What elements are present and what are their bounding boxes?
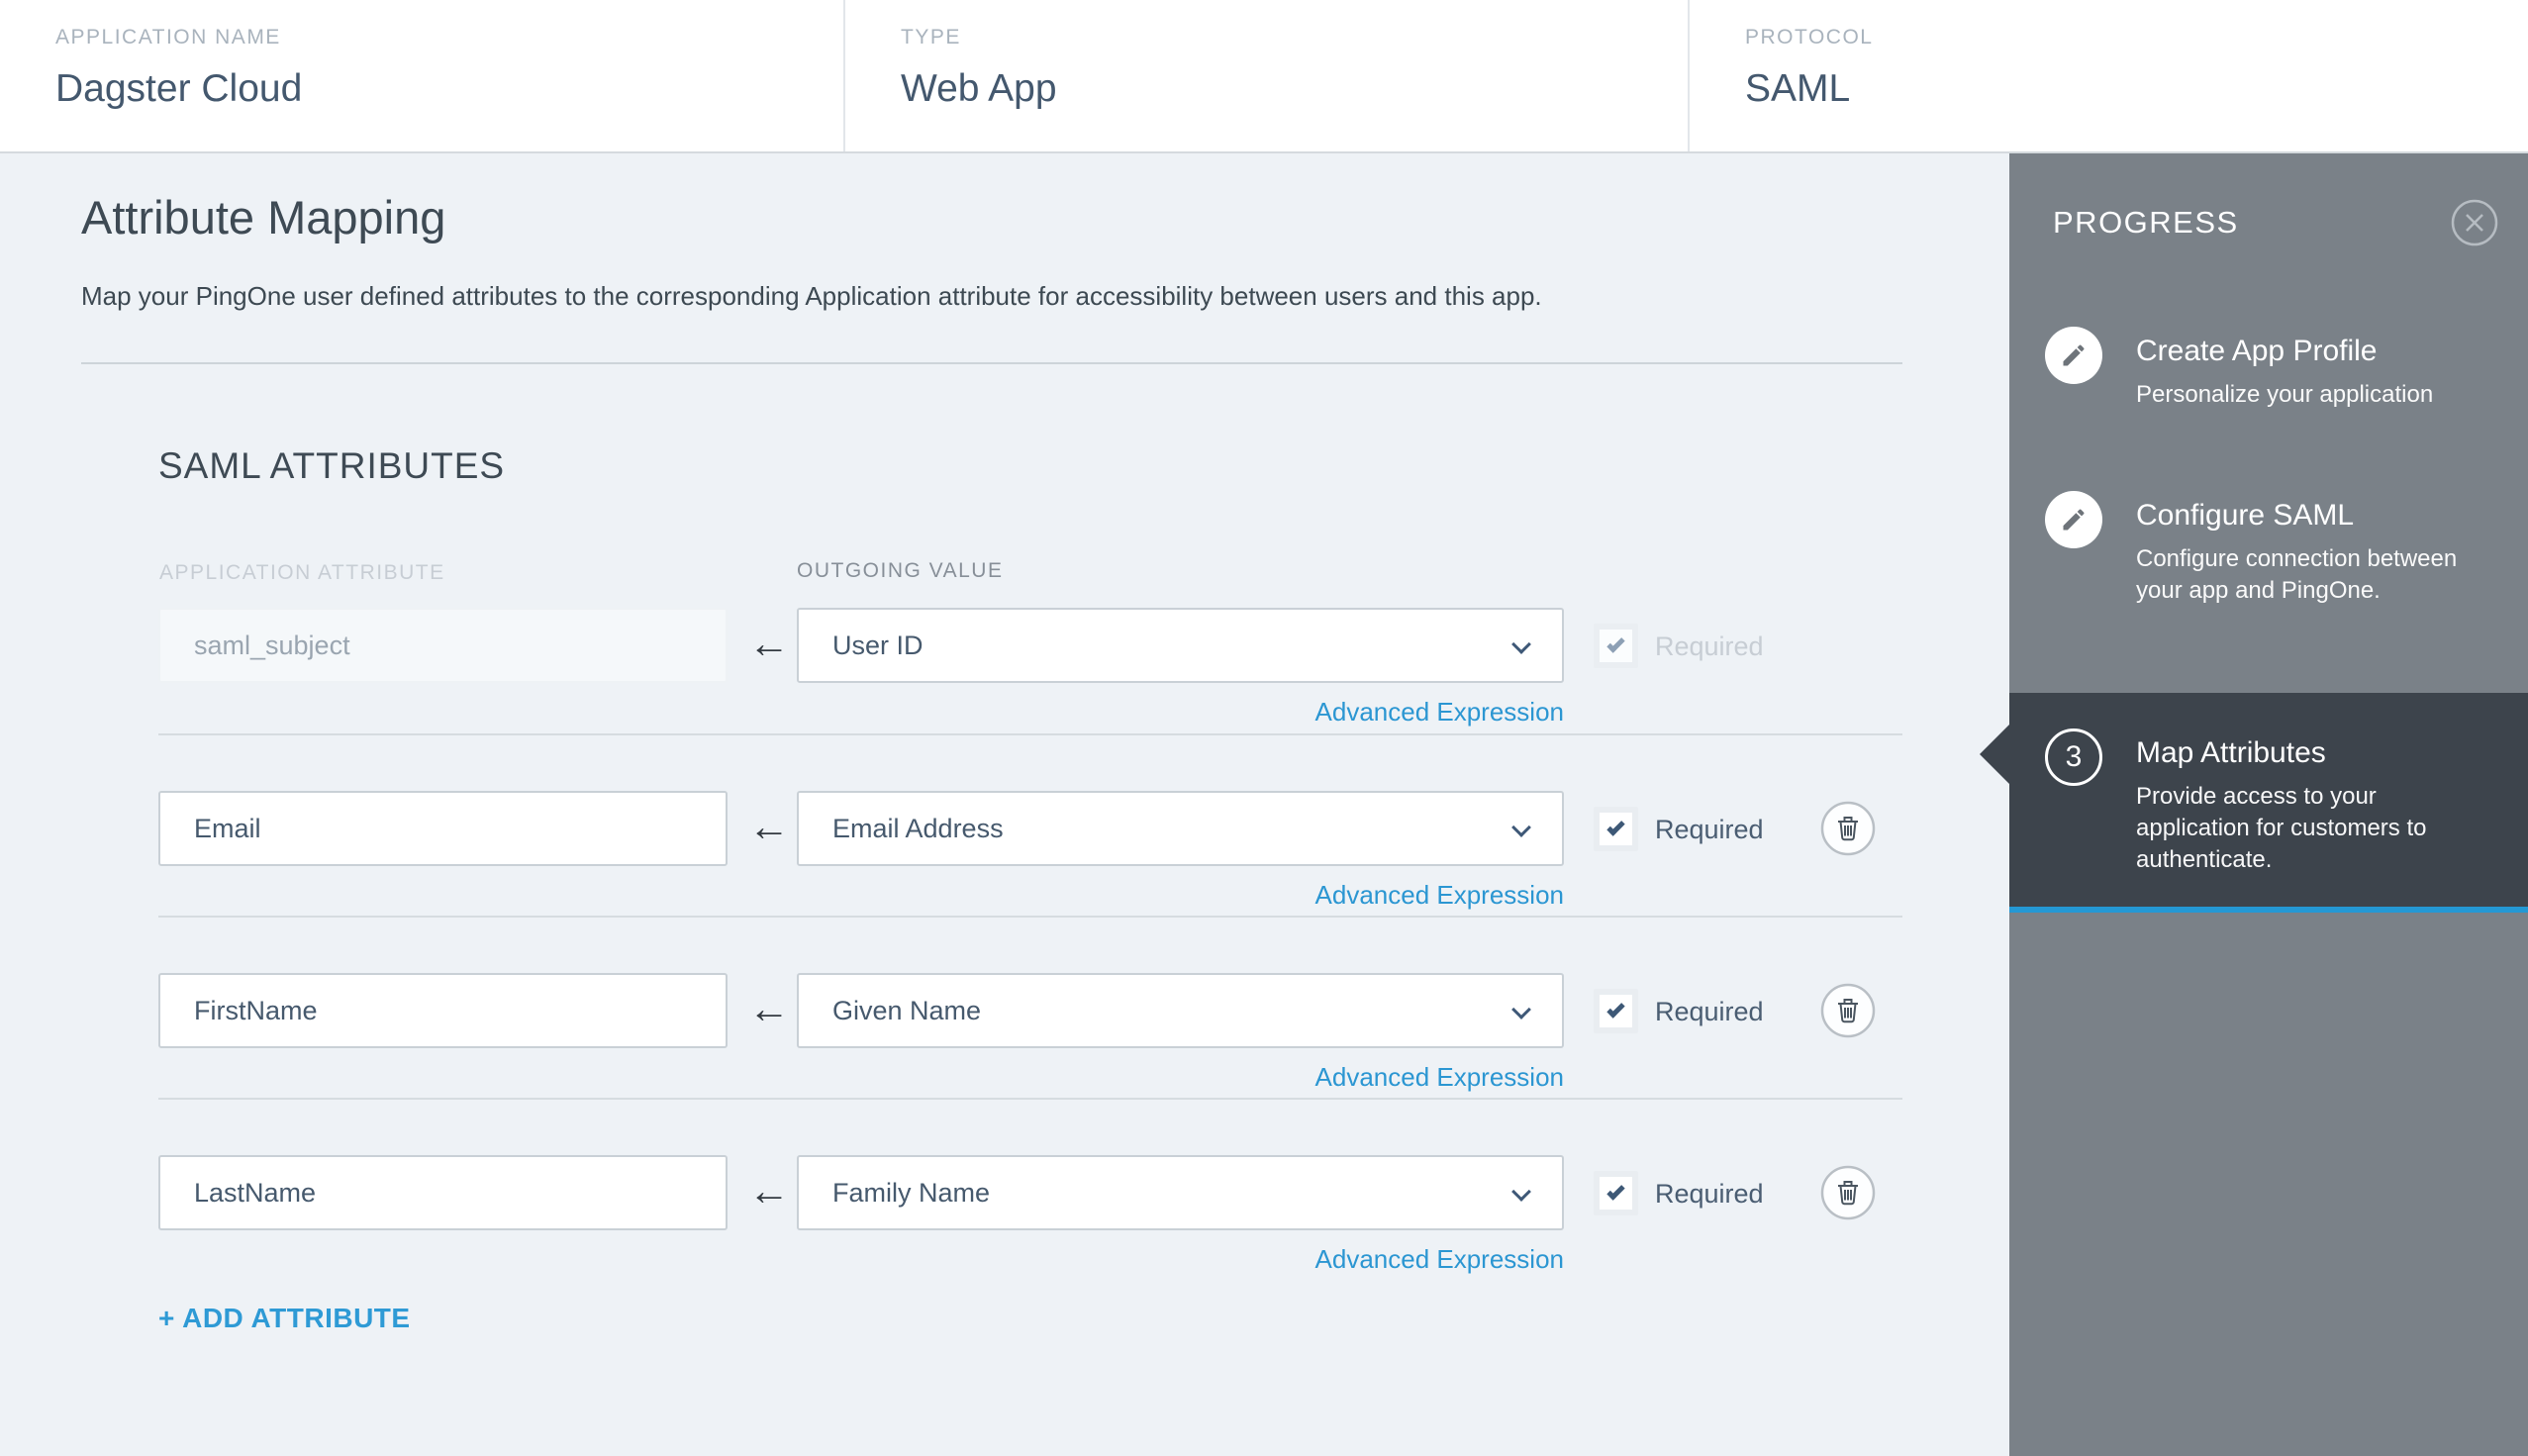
outgoing-value-selected: User ID — [832, 631, 924, 660]
chevron-down-icon — [1511, 1182, 1531, 1202]
required-label: Required — [1655, 815, 1764, 844]
header-field-type — [843, 0, 1688, 151]
outgoing-value-select[interactable] — [797, 973, 1564, 1048]
saml-attributes-section-title: SAML ATTRIBUTES — [158, 445, 506, 486]
chevron-down-icon — [1511, 1000, 1531, 1019]
progress-panel-title: PROGRESS — [2053, 205, 2239, 240]
delete-attribute-button[interactable] — [1819, 800, 1877, 857]
advanced-expression-link[interactable]: Advanced Expression — [1314, 697, 1564, 727]
attribute-row-email — [158, 791, 1902, 929]
required-label: Required — [1655, 1179, 1764, 1209]
application-attribute-input[interactable] — [158, 791, 728, 866]
application-attribute-input[interactable] — [158, 973, 728, 1048]
header-field-protocol — [1688, 0, 2528, 151]
attribute-row-firstname — [158, 973, 1902, 1112]
attribute-row-saml-subject — [158, 608, 1902, 746]
checkmark-icon — [1606, 1000, 1624, 1018]
row-divider — [158, 733, 1902, 735]
checkmark-icon — [1606, 634, 1624, 652]
advanced-expression-link[interactable]: Advanced Expression — [1314, 880, 1564, 910]
outgoing-value-select[interactable] — [797, 791, 1564, 866]
outgoing-value-select[interactable] — [797, 1155, 1564, 1230]
required-checkbox — [1594, 624, 1638, 668]
delete-attribute-button[interactable] — [1819, 1164, 1877, 1221]
trash-icon — [1819, 800, 1877, 857]
pencil-icon — [2045, 327, 2102, 384]
step-title: Configure SAML — [2136, 499, 2355, 532]
step-subtitle: Personalize your application — [2136, 380, 2434, 408]
application-name-label: APPLICATION NAME — [55, 26, 281, 49]
close-progress-button[interactable] — [2449, 197, 2500, 248]
progress-step-map-attributes-active[interactable] — [2009, 693, 2528, 913]
attribute-row-lastname — [158, 1155, 1902, 1294]
application-name-value: Dagster Cloud — [55, 67, 303, 110]
header-field-application-name — [0, 0, 843, 151]
type-value: Web App — [901, 67, 1057, 110]
trash-icon — [1819, 982, 1877, 1039]
application-attribute-input[interactable] — [158, 1155, 728, 1230]
page-description: Map your PingOne user defined attributes to the corresponding Application attribute for accessibility between users and this app. — [81, 281, 1542, 311]
page-title: Attribute Mapping — [81, 191, 446, 243]
row-divider — [158, 1098, 1902, 1100]
left-arrow-icon: ← — [748, 1167, 790, 1213]
left-arrow-icon: ← — [748, 803, 790, 849]
outgoing-value-select[interactable] — [797, 608, 1564, 683]
chevron-down-icon — [1511, 818, 1531, 837]
left-arrow-icon: ← — [748, 620, 790, 666]
left-arrow-icon: ← — [748, 985, 790, 1031]
step-title: Map Attributes — [2136, 736, 2326, 769]
step-number: 3 — [2065, 740, 2083, 773]
protocol-label: PROTOCOL — [1745, 26, 1874, 49]
protocol-value: SAML — [1745, 67, 1851, 110]
add-attribute-button[interactable]: + ADD ATTRIBUTE — [158, 1303, 411, 1333]
step-subtitle: Provide access to your application for customers to authenticate. — [2136, 782, 2427, 873]
step-title: Create App Profile — [2136, 335, 2378, 367]
column-header-outgoing-value: OUTGOING VALUE — [797, 559, 1004, 582]
progress-step-configure-saml[interactable] — [2009, 491, 2528, 607]
checkmark-icon — [1606, 818, 1624, 835]
required-checkbox[interactable] — [1594, 807, 1638, 851]
trash-icon — [1819, 1164, 1877, 1221]
close-icon — [2449, 197, 2500, 248]
column-header-application-attribute: APPLICATION ATTRIBUTE — [159, 561, 445, 584]
outgoing-value-selected: Family Name — [832, 1178, 991, 1208]
step-subtitle: Configure connection between your app and PingOne. — [2136, 544, 2458, 604]
progress-panel — [2009, 153, 2528, 1456]
type-label: TYPE — [901, 26, 961, 49]
row-divider — [158, 916, 1902, 918]
chevron-down-icon — [1511, 634, 1531, 654]
advanced-expression-link[interactable]: Advanced Expression — [1314, 1244, 1564, 1274]
required-checkbox[interactable] — [1594, 989, 1638, 1033]
required-label: Required — [1655, 997, 1764, 1026]
active-step-notch — [1980, 725, 2009, 784]
pencil-icon — [2045, 491, 2102, 548]
app-header — [0, 0, 2528, 153]
section-divider — [81, 362, 1902, 364]
advanced-expression-link[interactable]: Advanced Expression — [1314, 1062, 1564, 1092]
step-number-badge — [2045, 728, 2102, 786]
required-label: Required — [1655, 631, 1764, 661]
delete-attribute-button[interactable] — [1819, 982, 1877, 1039]
outgoing-value-selected: Email Address — [832, 814, 1004, 843]
application-attribute-input — [158, 608, 728, 683]
required-checkbox[interactable] — [1594, 1171, 1638, 1215]
outgoing-value-selected: Given Name — [832, 996, 982, 1025]
checkmark-icon — [1606, 1182, 1624, 1200]
progress-step-create-app-profile[interactable] — [2009, 327, 2528, 411]
